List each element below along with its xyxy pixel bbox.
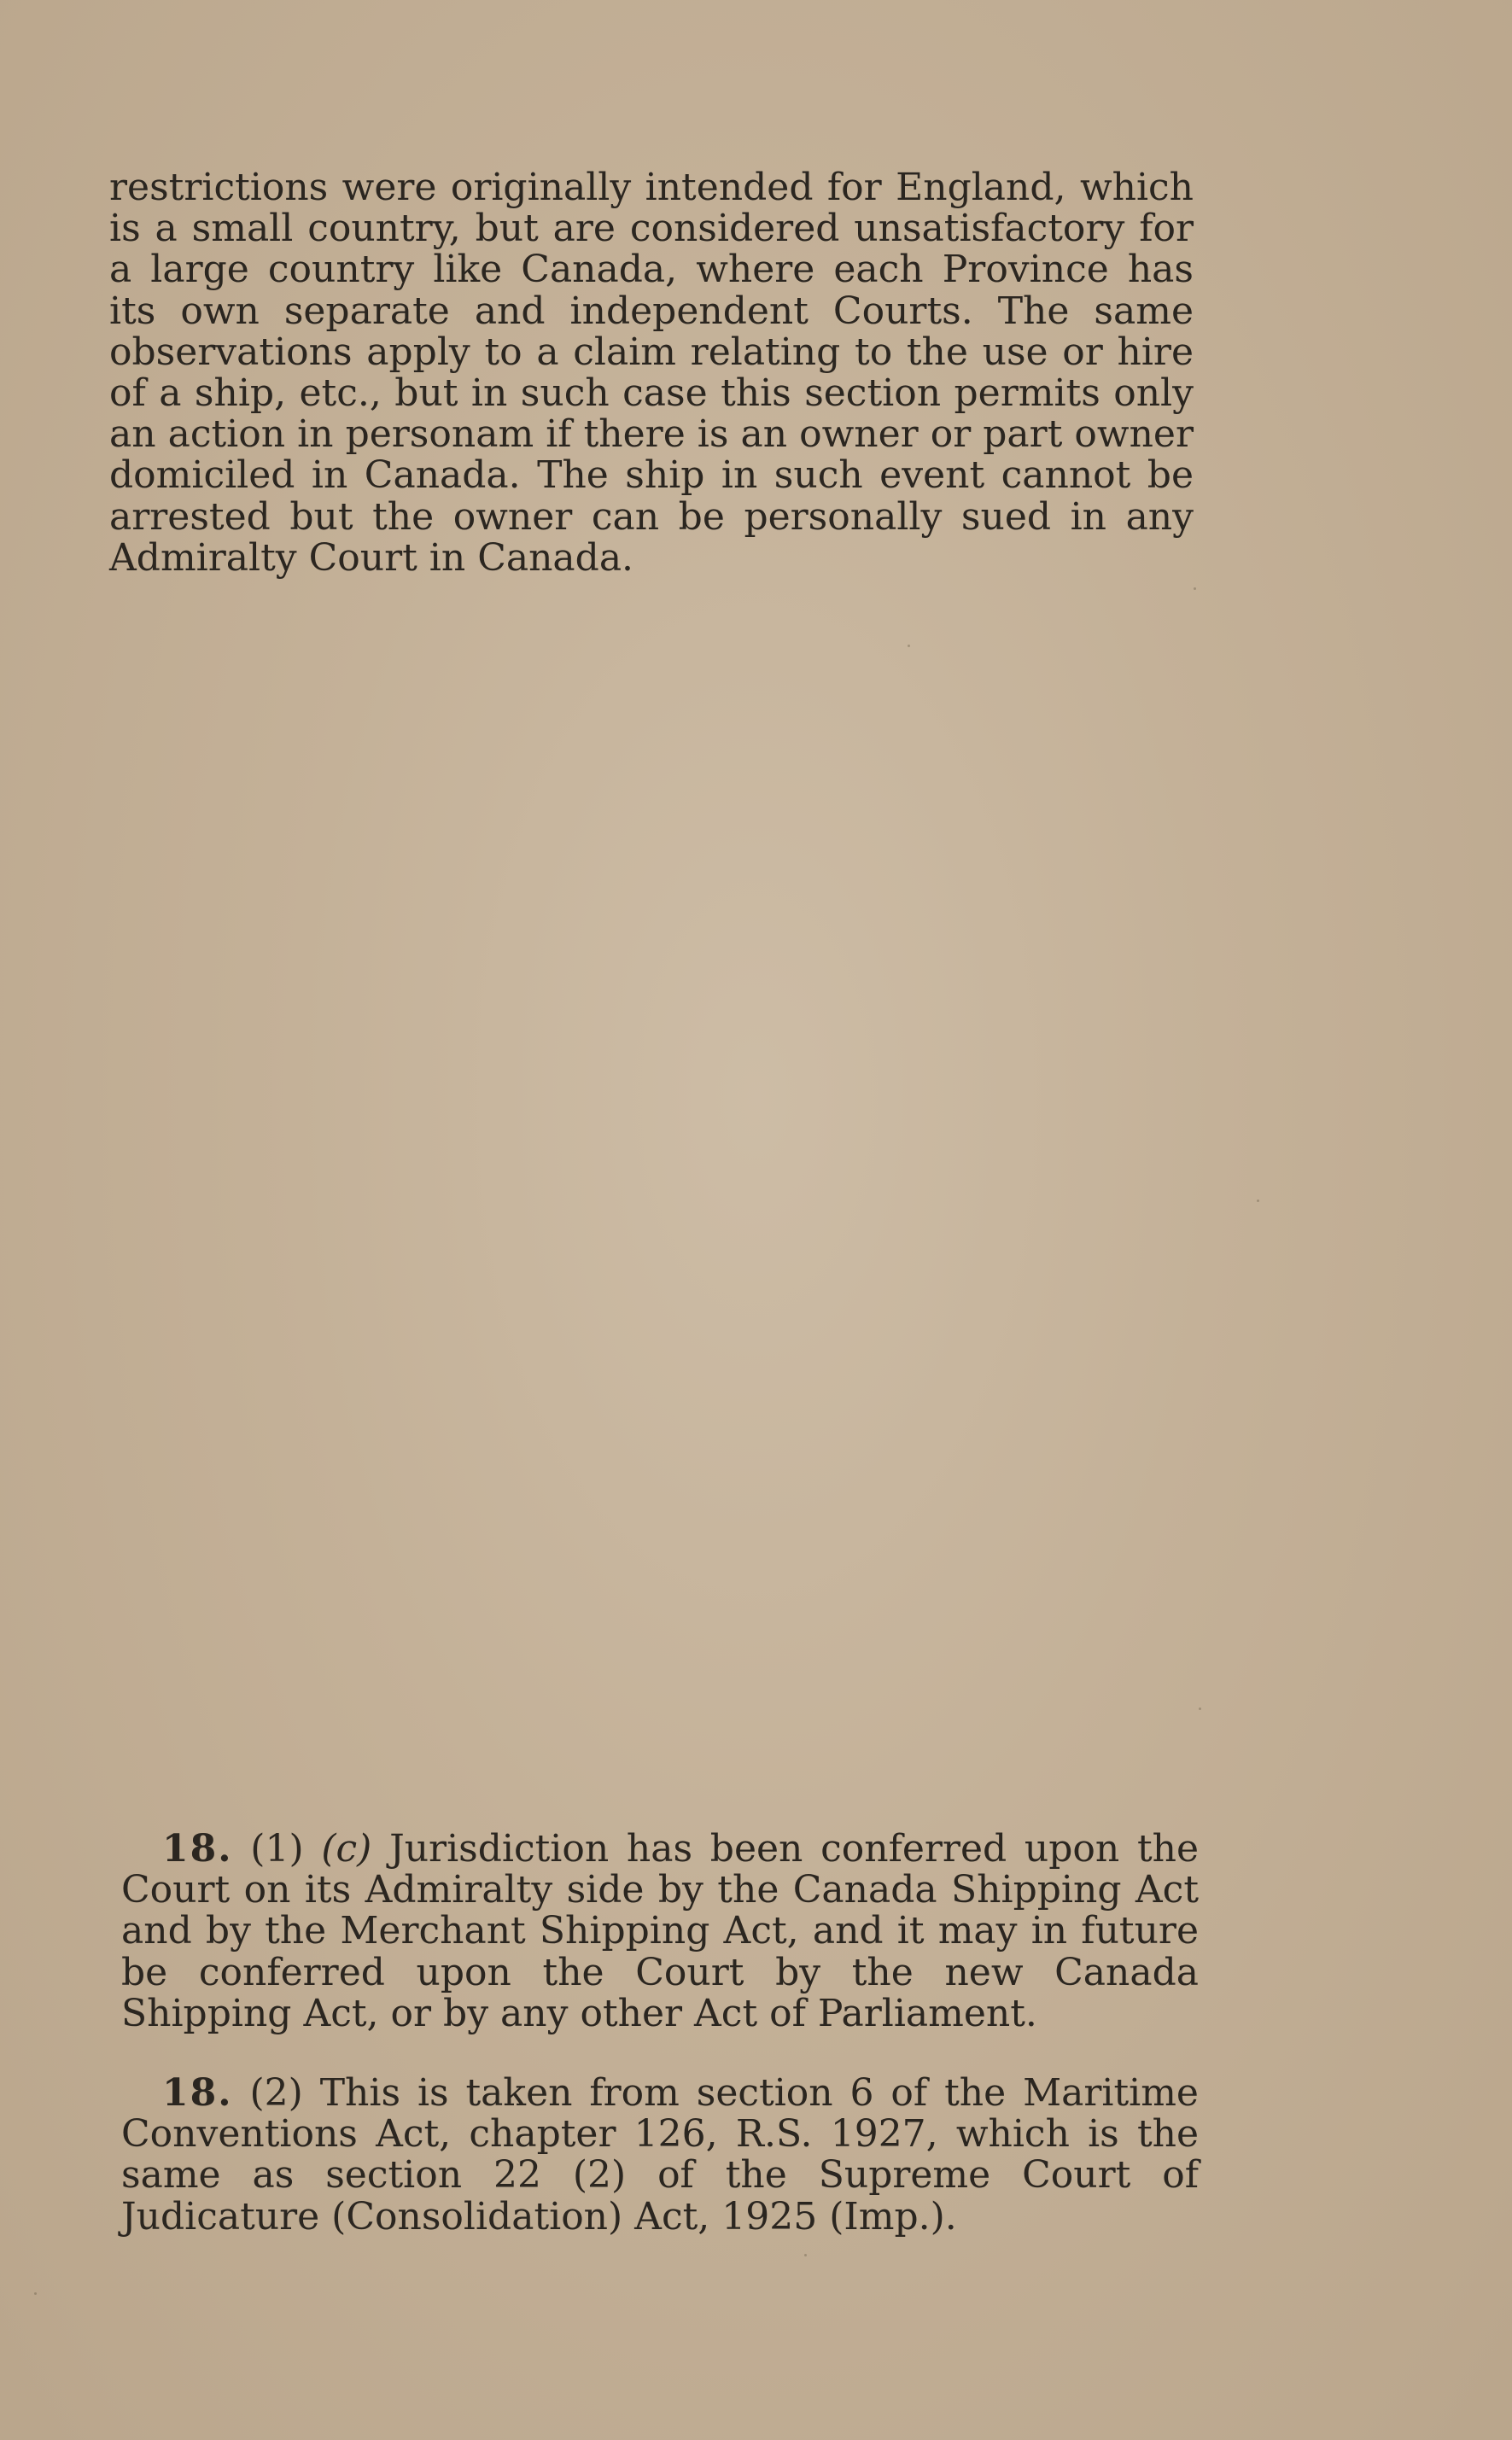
section-note-18-1-c	[121, 1829, 1199, 2034]
paper-speck	[908, 645, 910, 647]
note-text: This is taken from section 6 of the Maritime Conventions Act, chapter 126, R.S. 1927, which is the same as section 22 (2) of the Supreme Court of Judicature (Consolidation) Act, 1925 (Imp.).	[121, 2071, 1199, 2239]
subsection-number: (1)	[250, 1827, 304, 1871]
paper-speck	[1257, 1200, 1259, 1202]
subsection-number: (2)	[249, 2071, 303, 2115]
paper-speck	[804, 2254, 807, 2256]
paper-speck	[1194, 587, 1196, 590]
paper-speck	[34, 2292, 37, 2295]
section-number: 18.	[162, 1827, 233, 1871]
commentary-text: restrictions were originally intended for England, which is a small country, but are considered unsatisfactory for a large country like Canada, where each Province has its own separate and independent Courts. The same observations apply to a claim relating to the use or hire of a ship, etc., but in such case this section permits only an action in personam if there is an owner or part owner domiciled in Canada. The ship in such event cannot be arrested but the owner can be personally sued in any Admiralty Court in Canada.	[109, 166, 1194, 580]
commentary-paragraph	[109, 167, 1194, 579]
note-text: Jurisdiction has been conferred upon the Court on its Admiralty side by the Canada Shipping Act and by the Merchant Shipping Act, and it may in future be conferred upon the Court by the new Canada Shipping Act, or by any other Act of Parliament.	[121, 1827, 1199, 2035]
clause-letter: (c)	[321, 1827, 372, 1871]
section-number: 18.	[162, 2071, 233, 2115]
paper-speck	[1199, 1707, 1201, 1710]
section-note-18-2	[121, 2073, 1199, 2238]
